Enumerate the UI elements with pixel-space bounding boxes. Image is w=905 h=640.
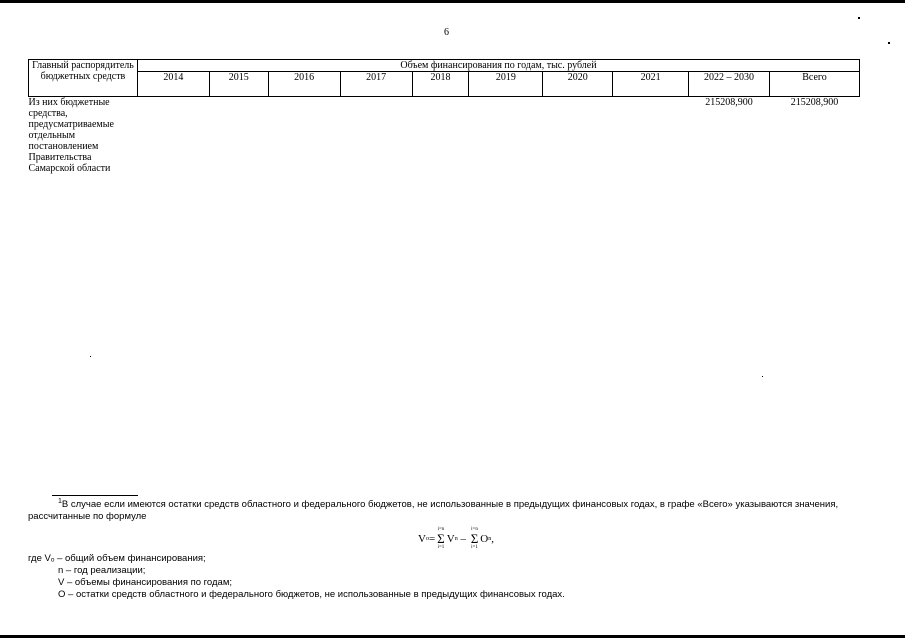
cell-value xyxy=(613,97,689,175)
sum-symbol xyxy=(437,527,445,551)
cell-value xyxy=(543,97,613,175)
header-year: 2020 xyxy=(543,72,613,97)
header-year: 2019 xyxy=(469,72,543,97)
page-bottom-border xyxy=(0,635,905,638)
definition-line: V – объемы финансирования по годам; xyxy=(58,577,233,588)
cell-value xyxy=(137,97,209,175)
sum-upper-limit: i=n xyxy=(437,527,445,532)
definition-line: n – год реализации; xyxy=(58,565,146,576)
formula-minus: – xyxy=(460,533,466,545)
header-year: 2015 xyxy=(209,72,268,97)
cell-value xyxy=(412,97,469,175)
formula-term2: O xyxy=(480,533,489,545)
footnote xyxy=(28,496,878,523)
formula-lhs-sub: o xyxy=(425,536,429,542)
scan-speck xyxy=(90,356,91,357)
sum-symbol xyxy=(471,527,479,551)
header-year: 2017 xyxy=(340,72,412,97)
header-total: Всего xyxy=(770,72,860,97)
cell-value xyxy=(268,97,340,175)
footnote-text: В случае если имеются остатки средств областного и федерального бюджетов, не использованные в предыдущих финансовых годах, в графе «Всего» указываются значения, рассчитанные по формуле xyxy=(28,499,839,523)
footnote-marker: 1 xyxy=(58,498,62,505)
header-main-distributor: Главный распорядитель бюджетных средств xyxy=(29,60,138,97)
formula xyxy=(418,526,494,552)
row-label: Из них бюджетные средства, предусматриваемые отдельным постановлением Правительства Самарской области xyxy=(28,97,114,174)
header-year: 2014 xyxy=(137,72,209,97)
scan-speck xyxy=(762,376,763,377)
sum-upper-limit: i=n xyxy=(471,527,478,532)
table-row xyxy=(29,97,860,175)
sum-lower-limit: i=1 xyxy=(471,545,478,550)
definitions xyxy=(28,553,878,601)
formula-term2-sub: n xyxy=(488,536,492,542)
scan-speck xyxy=(888,42,890,44)
page-number: 6 xyxy=(444,27,449,38)
page-top-border xyxy=(0,0,905,3)
sum-lower-limit: i=1 xyxy=(437,545,445,550)
formula-eq: = xyxy=(428,533,436,545)
cell-value xyxy=(340,97,412,175)
financing-table xyxy=(28,59,860,174)
header-year: 2022 – 2030 xyxy=(689,72,770,97)
formula-term1-sub: n xyxy=(454,536,458,542)
cell-value-2022-2030: 215208,900 xyxy=(705,97,753,108)
sigma-icon: Σ xyxy=(470,531,479,546)
header-year: 2018 xyxy=(412,72,469,97)
cell-value-total: 215208,900 xyxy=(790,97,839,108)
formula-tail: , xyxy=(491,533,494,545)
cell-value xyxy=(469,97,543,175)
formula-lhs: V xyxy=(418,533,426,545)
header-year: 2016 xyxy=(268,72,340,97)
formula-term1: V xyxy=(446,533,455,545)
scan-speck xyxy=(858,17,860,19)
definition-line: где Vₒ – общий объем финансирования; xyxy=(28,553,206,564)
header-year: 2021 xyxy=(613,72,689,97)
header-financing-volume: Объем финансирования по годам, тыс. рублей xyxy=(137,60,859,72)
definition-line: O – остатки средств областного и федерального бюджетов, не использованные в предыдущих финансовых годах. xyxy=(58,589,565,600)
cell-value xyxy=(209,97,268,175)
sigma-icon: Σ xyxy=(437,531,445,546)
